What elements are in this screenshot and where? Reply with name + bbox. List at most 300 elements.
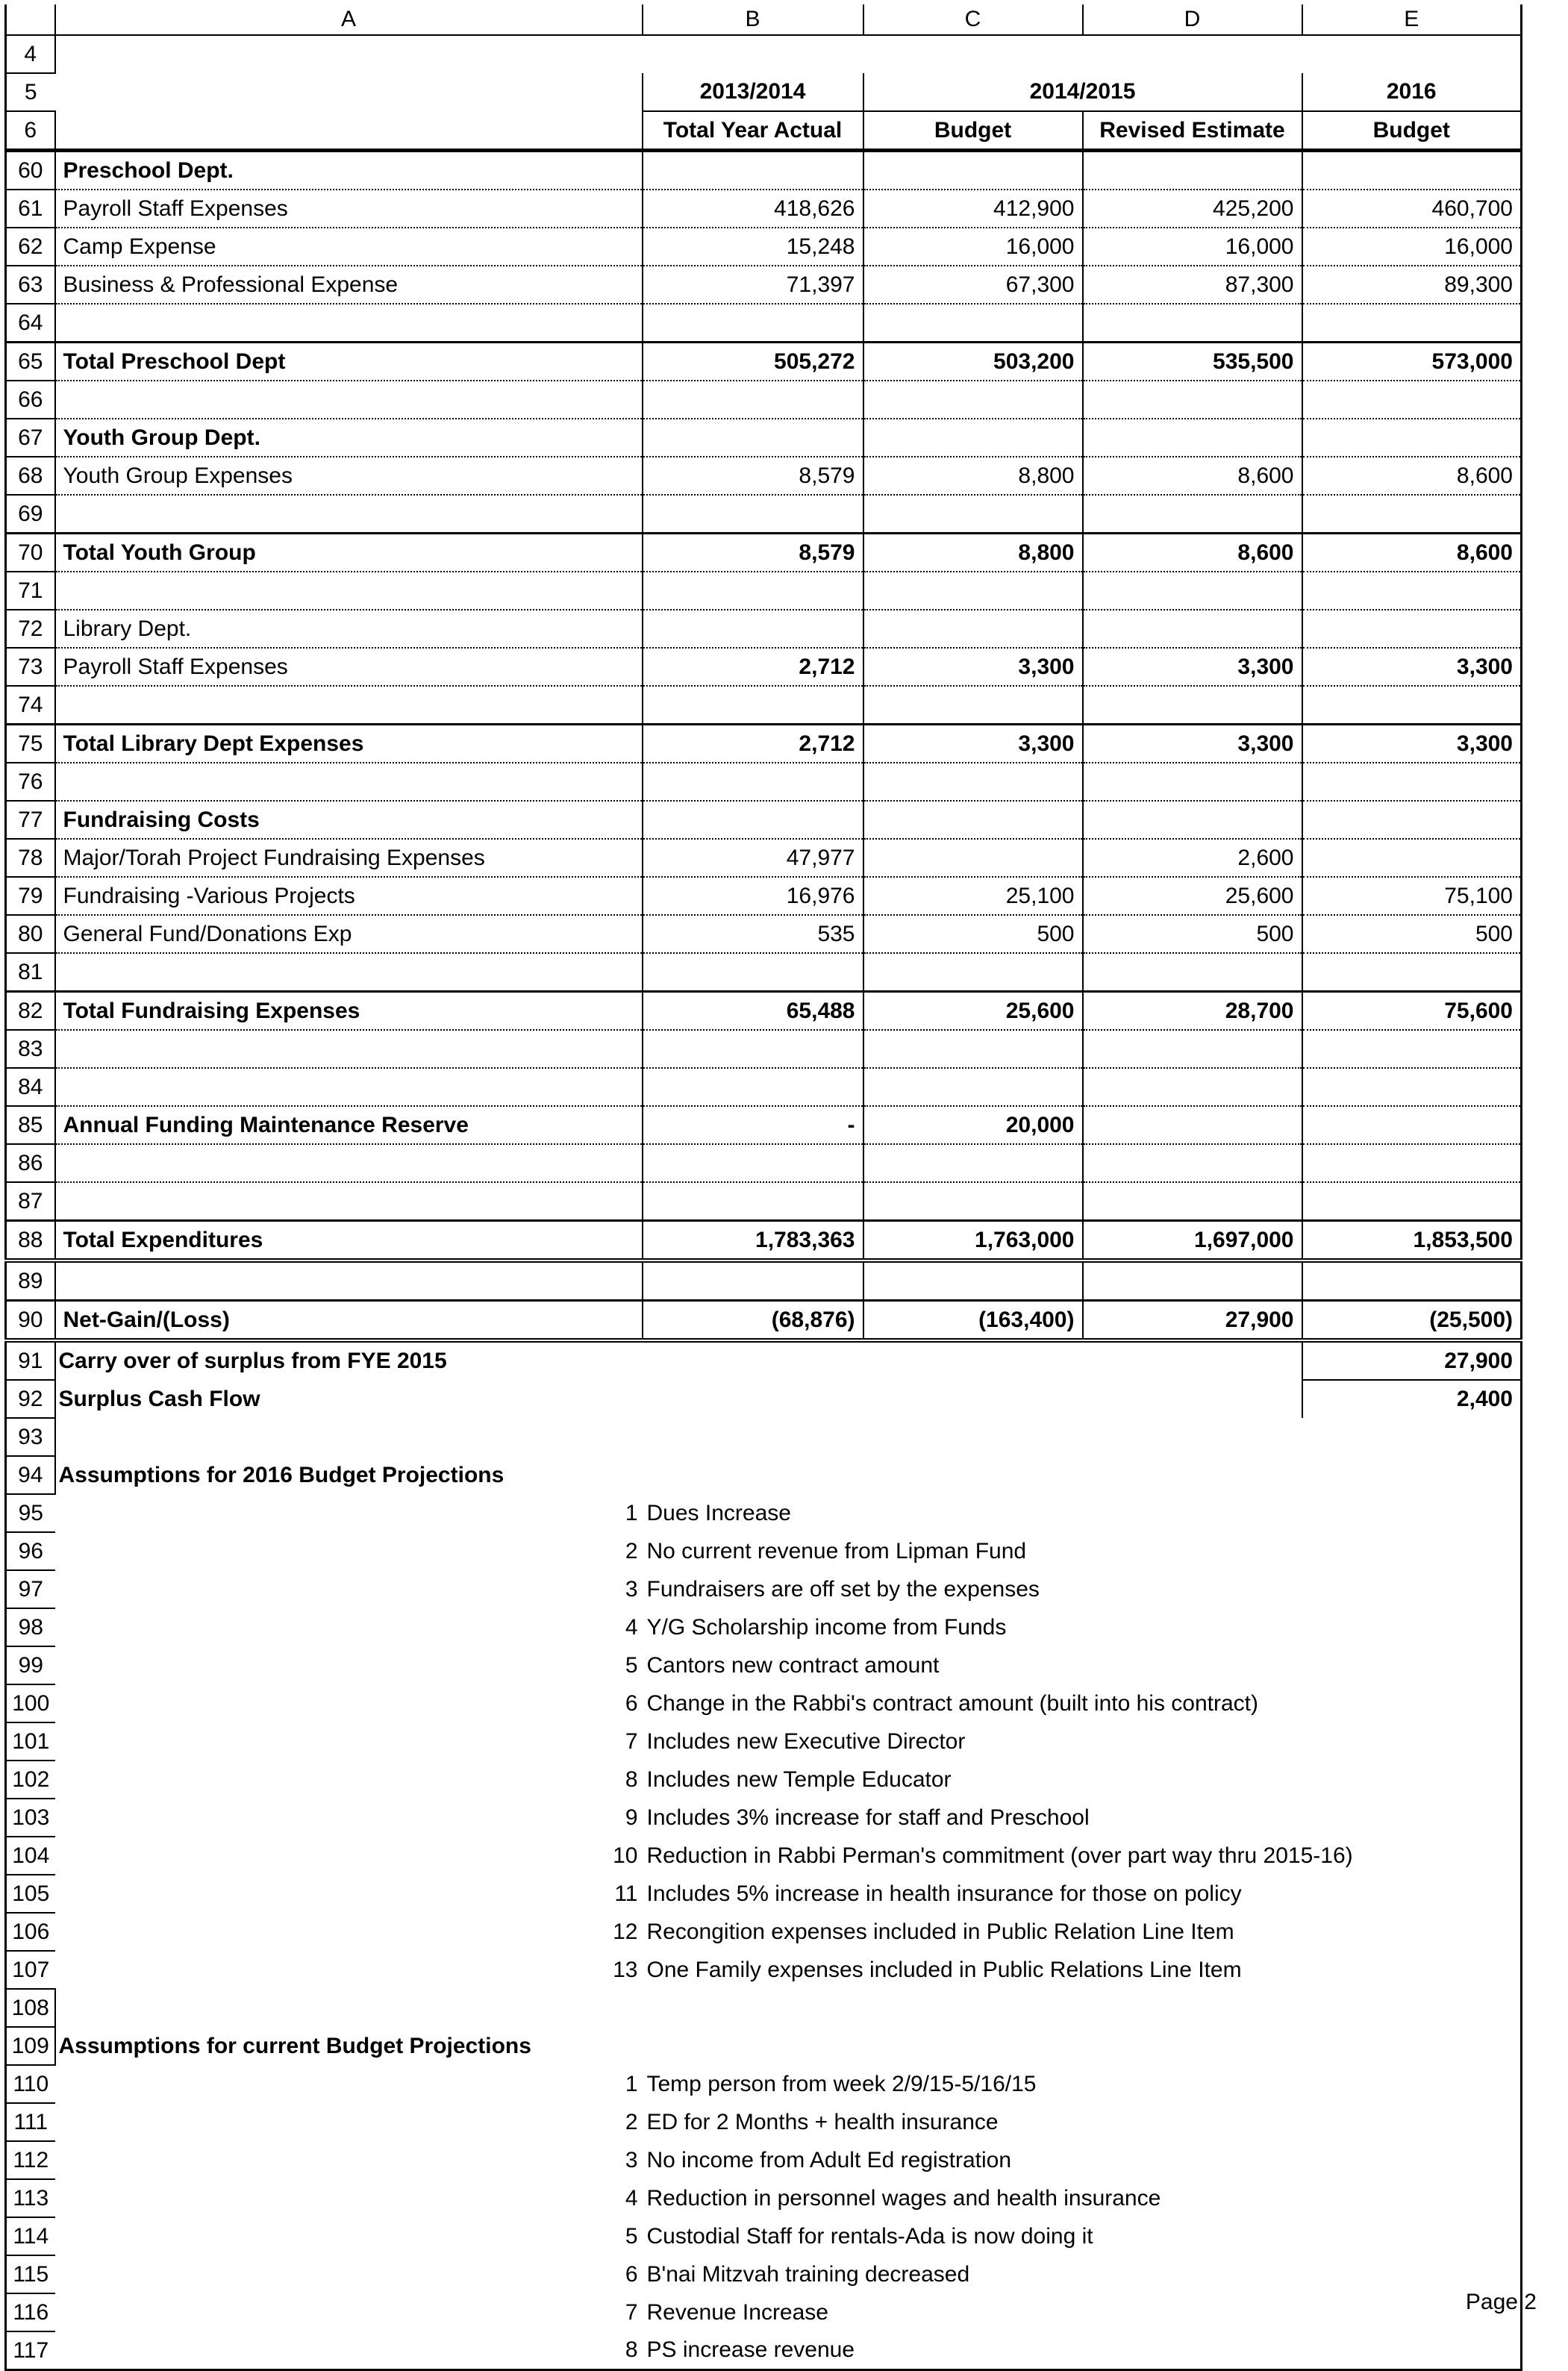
value-cell-e[interactable] (1302, 1144, 1522, 1182)
value-cell-c[interactable] (863, 686, 1083, 725)
row-number[interactable]: 112 (6, 2141, 55, 2179)
row-label[interactable]: Total Preschool Dept (55, 343, 643, 381)
row-number[interactable]: 104 (6, 1837, 55, 1875)
row-number[interactable]: 63 (6, 266, 55, 304)
value-cell-e[interactable] (1302, 572, 1522, 610)
value-cell-d[interactable] (1083, 1261, 1302, 1301)
row-number[interactable]: 91 (6, 1340, 55, 1380)
assumption-number[interactable]: 12 (613, 1919, 638, 1944)
value-cell-e[interactable] (1302, 304, 1522, 343)
value-cell-e[interactable] (1302, 1182, 1522, 1221)
row-number[interactable]: 79 (6, 877, 55, 915)
value-cell-d[interactable] (1083, 1144, 1302, 1182)
row-number[interactable]: 75 (6, 725, 55, 763)
row-number[interactable]: 114 (6, 2217, 55, 2255)
assumption-number[interactable]: 2 (625, 1538, 638, 1564)
row-number[interactable]: 96 (6, 1532, 55, 1570)
row-number[interactable]: 66 (6, 381, 55, 419)
table-row (6, 839, 1522, 877)
assumption-item (6, 2217, 1522, 2255)
value-cell-d[interactable]: 8,600 (1083, 534, 1302, 572)
cell-a6[interactable] (55, 111, 643, 151)
value-cell-e[interactable] (1302, 495, 1522, 534)
row-number[interactable]: 5 (6, 73, 55, 111)
value-cell-c[interactable] (863, 1261, 1083, 1301)
assumption-text[interactable]: One Family expenses included in Public Relations Line Item (643, 1951, 1522, 1989)
row-label[interactable]: Major/Torah Project Fundraising Expenses (55, 839, 643, 877)
summary-value[interactable]: 27,900 (1302, 1340, 1522, 1380)
value-cell-b[interactable] (643, 1261, 863, 1301)
row-number[interactable]: 84 (6, 1068, 55, 1106)
empty-cell[interactable] (55, 1418, 1522, 1456)
row-number[interactable]: 113 (6, 2179, 55, 2217)
row-label[interactable] (55, 1144, 643, 1182)
assumption-number[interactable]: 1 (625, 1500, 638, 1525)
value-cell-c[interactable]: (163,400) (863, 1301, 1083, 1341)
row-number[interactable]: 4 (6, 35, 55, 73)
value-cell-e[interactable] (1302, 1068, 1522, 1106)
column-header-e[interactable]: E (1302, 4, 1522, 35)
assumption-text[interactable]: Revenue Increase (643, 2293, 1522, 2331)
table-row (6, 343, 1522, 381)
value-cell-e[interactable]: 460,700 (1302, 190, 1522, 228)
value-cell-b[interactable]: 2,712 (643, 725, 863, 763)
value-cell-c[interactable] (863, 304, 1083, 343)
value-cell-d[interactable]: 500 (1083, 915, 1302, 953)
assumption-item (6, 1837, 1522, 1875)
value-cell-c[interactable] (863, 801, 1083, 839)
value-cell-c[interactable]: 412,900 (863, 190, 1083, 228)
assumption-number[interactable]: 13 (613, 1957, 638, 1982)
assumptions-current-title[interactable]: Assumptions for current Budget Projections (55, 2027, 1522, 2065)
row-number[interactable]: 81 (6, 953, 55, 992)
table-row (6, 610, 1522, 648)
assumption-item (6, 1875, 1522, 1913)
row-label[interactable]: Annual Funding Maintenance Reserve (55, 1106, 643, 1144)
row-label[interactable] (55, 572, 643, 610)
value-cell-e[interactable]: 1,853,500 (1302, 1221, 1522, 1261)
value-cell-d[interactable]: 425,200 (1083, 190, 1302, 228)
value-cell-e[interactable] (1302, 686, 1522, 725)
value-cell-e[interactable]: 3,300 (1302, 648, 1522, 686)
row-label[interactable]: Youth Group Dept. (55, 419, 643, 457)
value-cell-b[interactable] (643, 686, 863, 725)
assumption-text[interactable]: Cantors new contract amount (643, 1646, 1522, 1684)
value-cell-d[interactable] (1083, 151, 1302, 190)
row-number[interactable]: 106 (6, 1913, 55, 1951)
row-number[interactable]: 103 (6, 1799, 55, 1837)
year-header-2013-2014[interactable]: 2013/2014 (643, 73, 863, 111)
row-label[interactable] (55, 1261, 643, 1301)
value-cell-d[interactable] (1083, 801, 1302, 839)
row-number[interactable]: 90 (6, 1301, 55, 1341)
assumption-text[interactable]: Temp person from week 2/9/15-5/16/15 (643, 2065, 1522, 2103)
row-number[interactable]: 100 (6, 1684, 55, 1722)
value-cell-e[interactable] (1302, 381, 1522, 419)
column-header-c[interactable]: C (863, 4, 1083, 35)
assumption-number[interactable]: 1 (625, 2071, 638, 2096)
value-cell-e[interactable]: 3,300 (1302, 725, 1522, 763)
value-cell-d[interactable] (1083, 610, 1302, 648)
summary-row (6, 1380, 1522, 1418)
assumption-number[interactable]: 4 (625, 1614, 638, 1640)
row-label[interactable]: Fundraising Costs (55, 801, 643, 839)
row-number[interactable]: 115 (6, 2255, 55, 2293)
row-label[interactable]: Net-Gain/(Loss) (55, 1301, 643, 1341)
value-cell-d[interactable] (1083, 381, 1302, 419)
row-label[interactable]: Camp Expense (55, 228, 643, 266)
row-number[interactable]: 82 (6, 992, 55, 1031)
value-cell-d[interactable]: 16,000 (1083, 228, 1302, 266)
value-cell-e[interactable]: 16,000 (1302, 228, 1522, 266)
subheader-revised-estimate[interactable]: Revised Estimate (1083, 111, 1302, 151)
value-cell-e[interactable] (1302, 839, 1522, 877)
row-label[interactable] (55, 381, 643, 419)
value-cell-c[interactable]: 3,300 (863, 725, 1083, 763)
value-cell-c[interactable]: 1,763,000 (863, 1221, 1083, 1261)
value-cell-c[interactable]: 8,800 (863, 534, 1083, 572)
assumption-text[interactable]: ED for 2 Months + health insurance (643, 2103, 1522, 2141)
value-cell-b[interactable]: 505,272 (643, 343, 863, 381)
value-cell-d[interactable] (1083, 1030, 1302, 1068)
summary-value[interactable]: 2,400 (1302, 1380, 1522, 1418)
assumption-text[interactable]: Recongition expenses included in Public Relation Line Item (643, 1913, 1522, 1951)
value-cell-e[interactable] (1302, 419, 1522, 457)
value-cell-c[interactable] (863, 1030, 1083, 1068)
subheader-budget-2016[interactable]: Budget (1302, 111, 1522, 151)
value-cell-b[interactable] (643, 763, 863, 801)
row-number[interactable]: 6 (6, 111, 55, 151)
value-cell-e[interactable]: 75,100 (1302, 877, 1522, 915)
row-number[interactable]: 83 (6, 1030, 55, 1068)
assumption-text[interactable]: Custodial Staff for rentals-Ada is now doing it (643, 2217, 1522, 2255)
row-number[interactable]: 73 (6, 648, 55, 686)
budget-spreadsheet (4, 4, 1522, 2371)
assumption-text[interactable]: PS increase revenue (643, 2331, 1522, 2370)
value-cell-b[interactable] (643, 419, 863, 457)
row-number[interactable]: 67 (6, 419, 55, 457)
row-number[interactable]: 77 (6, 801, 55, 839)
subheader-total-year-actual[interactable]: Total Year Actual (643, 111, 863, 151)
row-number[interactable]: 108 (6, 1989, 55, 2027)
assumption-text[interactable]: Change in the Rabbi's contract amount (built into his contract) (643, 1684, 1522, 1722)
value-cell-b[interactable] (643, 304, 863, 343)
row-label[interactable]: Total Library Dept Expenses (55, 725, 643, 763)
row-number[interactable]: 99 (6, 1646, 55, 1684)
row-label[interactable] (55, 1068, 643, 1106)
row-number[interactable]: 117 (6, 2331, 55, 2370)
row-number[interactable]: 101 (6, 1722, 55, 1761)
value-cell-e[interactable] (1302, 1106, 1522, 1144)
assumption-number[interactable]: 5 (625, 1652, 638, 1678)
value-cell-c[interactable] (863, 495, 1083, 534)
row-label[interactable]: Total Fundraising Expenses (55, 992, 643, 1031)
table-row (6, 725, 1522, 763)
row-number[interactable]: 65 (6, 343, 55, 381)
assumption-item (6, 2331, 1522, 2370)
row-label[interactable] (55, 1182, 643, 1221)
value-cell-d[interactable]: 87,300 (1083, 266, 1302, 304)
value-cell-c[interactable]: 3,300 (863, 648, 1083, 686)
year-header-2014-2015[interactable]: 2014/2015 (863, 73, 1302, 111)
value-cell-c[interactable]: 25,600 (863, 992, 1083, 1031)
value-cell-e[interactable] (1302, 610, 1522, 648)
table-row (6, 228, 1522, 266)
value-cell-b[interactable] (643, 1144, 863, 1182)
value-cell-c[interactable] (863, 381, 1083, 419)
row-number[interactable]: 110 (6, 2065, 55, 2103)
assumption-number[interactable]: 8 (55, 2331, 643, 2370)
row-number[interactable]: 64 (6, 304, 55, 343)
value-cell-d[interactable]: 25,600 (1083, 877, 1302, 915)
value-cell-c[interactable] (863, 953, 1083, 992)
assumptions-2016-title[interactable]: Assumptions for 2016 Budget Projections (55, 1456, 1522, 1494)
value-cell-d[interactable] (1083, 763, 1302, 801)
value-cell-d[interactable] (1083, 572, 1302, 610)
value-cell-d[interactable]: 8,600 (1083, 457, 1302, 495)
value-cell-d[interactable] (1083, 1106, 1302, 1144)
value-cell-e[interactable] (1302, 953, 1522, 992)
value-cell-d[interactable] (1083, 304, 1302, 343)
value-cell-c[interactable] (863, 1068, 1083, 1106)
assumption-text[interactable]: Includes 3% increase for staff and Preschool (643, 1799, 1522, 1837)
year-header-2016[interactable]: 2016 (1302, 73, 1522, 111)
row-number[interactable]: 102 (6, 1761, 55, 1799)
value-cell-b[interactable]: 2,712 (643, 648, 863, 686)
row-number[interactable]: 116 (6, 2293, 55, 2331)
cell-a5[interactable] (55, 73, 643, 111)
row-number[interactable]: 76 (6, 763, 55, 801)
row-number[interactable]: 71 (6, 572, 55, 610)
value-cell-b[interactable] (643, 572, 863, 610)
assumption-number[interactable]: 11 (614, 1881, 638, 1906)
value-cell-b[interactable] (643, 1030, 863, 1068)
value-cell-e[interactable] (1302, 763, 1522, 801)
value-cell-b[interactable]: 47,977 (643, 839, 863, 877)
value-cell-b[interactable]: 8,579 (643, 457, 863, 495)
row-number[interactable]: 95 (6, 1494, 55, 1532)
row-number[interactable]: 85 (6, 1106, 55, 1144)
row-number[interactable]: 61 (6, 190, 55, 228)
row-label[interactable] (55, 763, 643, 801)
assumption-text[interactable]: B'nai Mitzvah training decreased (643, 2255, 1522, 2293)
value-cell-e[interactable]: 500 (1302, 915, 1522, 953)
value-cell-d[interactable]: 1,697,000 (1083, 1221, 1302, 1261)
value-cell-b[interactable]: 418,626 (643, 190, 863, 228)
value-cell-b[interactable]: 15,248 (643, 228, 863, 266)
value-cell-d[interactable] (1083, 686, 1302, 725)
assumption-number[interactable]: 2 (625, 2109, 638, 2134)
row-label[interactable]: Business & Professional Expense (55, 266, 643, 304)
assumption-number[interactable]: 6 (625, 2261, 638, 2287)
value-cell-e[interactable] (1302, 801, 1522, 839)
assumptions-2016-title-row (6, 1456, 1522, 1494)
value-cell-c[interactable]: 8,800 (863, 457, 1083, 495)
summary-label[interactable]: Carry over of surplus from FYE 2015 (55, 1340, 1302, 1380)
value-cell-e[interactable] (1302, 151, 1522, 190)
value-cell-c[interactable] (863, 839, 1083, 877)
column-header-a[interactable]: A (55, 4, 643, 35)
value-cell-c[interactable]: 500 (863, 915, 1083, 953)
value-cell-b[interactable] (643, 495, 863, 534)
value-cell-c[interactable] (863, 1182, 1083, 1221)
row-label[interactable] (55, 953, 643, 992)
assumption-item (6, 2065, 1522, 2103)
assumption-number[interactable]: 5 (625, 2223, 638, 2249)
value-cell-b[interactable] (643, 151, 863, 190)
column-header-d[interactable]: D (1083, 4, 1302, 35)
assumption-text[interactable]: Includes new Executive Director (643, 1722, 1522, 1761)
row-number[interactable]: 88 (6, 1221, 55, 1261)
row-number[interactable]: 68 (6, 457, 55, 495)
row-number[interactable]: 111 (6, 2103, 55, 2141)
row-number[interactable]: 74 (6, 686, 55, 725)
value-cell-c[interactable]: 25,100 (863, 877, 1083, 915)
value-cell-c[interactable] (863, 610, 1083, 648)
assumption-number[interactable]: 3 (625, 2147, 638, 2172)
row-label[interactable] (55, 686, 643, 725)
row-number[interactable]: 93 (6, 1418, 55, 1456)
value-cell-b[interactable]: 71,397 (643, 266, 863, 304)
value-cell-b[interactable]: 65,488 (643, 992, 863, 1031)
value-cell-c[interactable] (863, 1144, 1083, 1182)
row-number[interactable]: 92 (6, 1380, 55, 1418)
assumption-text[interactable]: Dues Increase (643, 1494, 1522, 1532)
value-cell-d[interactable]: 28,700 (1083, 992, 1302, 1031)
value-cell-d[interactable]: 27,900 (1083, 1301, 1302, 1341)
row-label[interactable] (55, 495, 643, 534)
value-cell-b[interactable] (643, 801, 863, 839)
assumption-number[interactable]: 10 (613, 1843, 638, 1868)
value-cell-e[interactable]: (25,500) (1302, 1301, 1522, 1341)
row-number[interactable]: 87 (6, 1182, 55, 1221)
value-cell-b[interactable] (643, 381, 863, 419)
value-cell-d[interactable]: 2,600 (1083, 839, 1302, 877)
assumption-text[interactable]: Reduction in personnel wages and health insurance (643, 2179, 1522, 2217)
value-cell-c[interactable]: 20,000 (863, 1106, 1083, 1144)
assumption-number[interactable]: 9 (625, 1805, 638, 1830)
assumption-number[interactable]: 8 (625, 1766, 638, 1792)
empty-cell[interactable] (55, 1989, 1522, 2027)
row-label[interactable]: Youth Group Expenses (55, 457, 643, 495)
value-cell-b[interactable]: - (643, 1106, 863, 1144)
row-label[interactable]: Total Youth Group (55, 534, 643, 572)
row-label[interactable]: Payroll Staff Expenses (55, 648, 643, 686)
value-cell-c[interactable]: 503,200 (863, 343, 1083, 381)
row-label[interactable]: Total Expenditures (55, 1221, 643, 1261)
row-number[interactable]: 109 (6, 2027, 55, 2065)
value-cell-e[interactable] (1302, 1030, 1522, 1068)
value-cell-d[interactable] (1083, 419, 1302, 457)
assumptions-current-title-row (6, 2027, 1522, 2065)
table-row (6, 877, 1522, 915)
value-cell-c[interactable]: 67,300 (863, 266, 1083, 304)
assumption-number[interactable]: 7 (625, 2299, 638, 2325)
row-number[interactable]: 70 (6, 534, 55, 572)
assumption-number[interactable]: 3 (625, 1576, 638, 1602)
assumption-number[interactable]: 6 (625, 1690, 638, 1716)
value-cell-d[interactable]: 3,300 (1083, 648, 1302, 686)
value-cell-b[interactable] (643, 1182, 863, 1221)
row-number[interactable]: 78 (6, 839, 55, 877)
value-cell-d[interactable] (1083, 495, 1302, 534)
value-cell-b[interactable]: 535 (643, 915, 863, 953)
value-cell-d[interactable] (1083, 1182, 1302, 1221)
value-cell-d[interactable]: 535,500 (1083, 343, 1302, 381)
row-number[interactable]: 97 (6, 1570, 55, 1608)
value-cell-e[interactable]: 8,600 (1302, 534, 1522, 572)
assumption-text[interactable]: No income from Adult Ed registration (643, 2141, 1522, 2179)
value-cell-c[interactable] (863, 419, 1083, 457)
table-row (6, 304, 1522, 343)
assumption-item (6, 1532, 1522, 1570)
value-cell-c[interactable]: 16,000 (863, 228, 1083, 266)
row-number[interactable]: 86 (6, 1144, 55, 1182)
summary-label[interactable]: Surplus Cash Flow (55, 1380, 1302, 1418)
value-cell-c[interactable] (863, 763, 1083, 801)
row-label[interactable] (55, 1030, 643, 1068)
value-cell-b[interactable] (643, 953, 863, 992)
value-cell-c[interactable] (863, 151, 1083, 190)
row-label[interactable]: Preschool Dept. (55, 151, 643, 190)
row-label[interactable] (55, 304, 643, 343)
value-cell-b[interactable]: 8,579 (643, 534, 863, 572)
row-number[interactable]: 98 (6, 1608, 55, 1646)
empty-cell[interactable] (55, 35, 1522, 73)
value-cell-b[interactable]: 16,976 (643, 877, 863, 915)
value-cell-d[interactable]: 3,300 (1083, 725, 1302, 763)
assumption-number[interactable]: 7 (625, 1728, 638, 1754)
value-cell-b[interactable]: (68,876) (643, 1301, 863, 1341)
value-cell-e[interactable]: 8,600 (1302, 457, 1522, 495)
assumption-text[interactable]: No current revenue from Lipman Fund (643, 1532, 1522, 1570)
row-number[interactable]: 69 (6, 495, 55, 534)
row-label[interactable]: Payroll Staff Expenses (55, 190, 643, 228)
value-cell-e[interactable] (1302, 1261, 1522, 1301)
row-number[interactable]: 107 (6, 1951, 55, 1989)
row-number[interactable]: 105 (6, 1875, 55, 1913)
row-label[interactable]: Fundraising -Various Projects (55, 877, 643, 915)
value-cell-b[interactable] (643, 1068, 863, 1106)
row-number[interactable]: 94 (6, 1456, 55, 1494)
corner-cell[interactable] (6, 4, 55, 35)
assumption-number[interactable]: 4 (625, 2185, 638, 2211)
row-number[interactable]: 80 (6, 915, 55, 953)
value-cell-e[interactable]: 89,300 (1302, 266, 1522, 304)
value-cell-b[interactable] (643, 610, 863, 648)
row-label[interactable]: Library Dept. (55, 610, 643, 648)
row-number[interactable]: 72 (6, 610, 55, 648)
assumption-text[interactable]: Reduction in Rabbi Perman's commitment (over part way thru 2015-16) (643, 1837, 1522, 1875)
assumption-text[interactable]: Fundraisers are off set by the expenses (643, 1570, 1522, 1608)
assumption-text[interactable]: Includes new Temple Educator (643, 1761, 1522, 1799)
value-cell-c[interactable] (863, 572, 1083, 610)
value-cell-e[interactable]: 75,600 (1302, 992, 1522, 1031)
assumption-text[interactable]: Y/G Scholarship income from Funds (643, 1608, 1522, 1646)
row-number[interactable]: 62 (6, 228, 55, 266)
row-number[interactable]: 89 (6, 1261, 55, 1301)
column-header-row (6, 4, 1522, 35)
assumption-text[interactable]: Includes 5% increase in health insurance for those on policy (643, 1875, 1522, 1913)
row-label[interactable]: General Fund/Donations Exp (55, 915, 643, 953)
value-cell-e[interactable]: 573,000 (1302, 343, 1522, 381)
row-number[interactable]: 60 (6, 151, 55, 190)
subheader-budget[interactable]: Budget (863, 111, 1083, 151)
value-cell-d[interactable] (1083, 1068, 1302, 1106)
column-header-b[interactable]: B (643, 4, 863, 35)
value-cell-d[interactable] (1083, 953, 1302, 992)
value-cell-b[interactable]: 1,783,363 (643, 1221, 863, 1261)
